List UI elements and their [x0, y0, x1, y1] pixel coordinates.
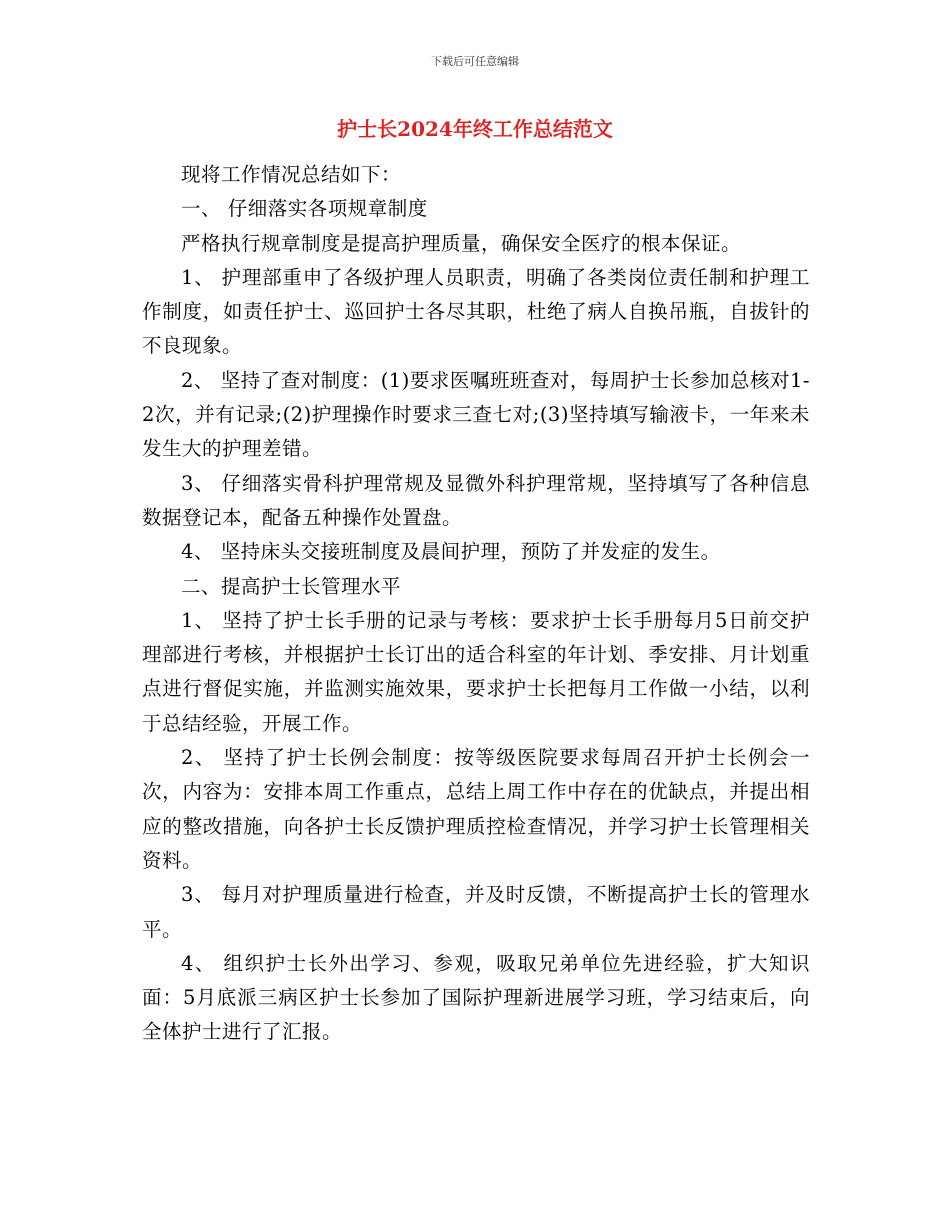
paragraph: 4、 组织护士长外出学习、参观，吸取兄弟单位先进经验，扩大知识面：5月底派三病区护士长参加了国际护理新进展学习班，学习结束后，向全体护士进行了汇报。	[142, 951, 810, 1044]
page-header: 下载后可任意编辑	[431, 55, 519, 68]
paragraph: 1、 坚持了护士长手册的记录与考核：要求护士长手册每月5日前交护理部进行考核，并根据护士长订出的适合科室的年计划、季安排、月计划重点进行督促实施，并监测实施效果，要求护士长把每月工作做一小结，以利于总结经验，开展工作。	[142, 608, 810, 735]
document-title: 护士长2024年终工作总结范文	[337, 117, 613, 141]
document-body	[142, 158, 810, 1050]
paragraph: 3、 每月对护理质量进行检查，并及时反馈，不断提高护士长的管理水平。	[142, 883, 810, 941]
section-heading-1: 一、 仔细落实各项规章制度	[181, 197, 428, 221]
paragraph-intro: 现将工作情况总结如下：	[181, 163, 402, 186]
section-heading-2: 二、提高护士长管理水平	[181, 574, 402, 598]
paragraph: 3、 仔细落实骨科护理常规及显微外科护理常规，坚持填写了各种信息数据登记本，配备五种操作处置盘。	[142, 471, 810, 529]
paragraph: 2、 坚持了查对制度：(1)要求医嘱班班查对，每周护士长参加总核对1-2次，并有记录;(2)护理操作时要求三查七对;(3)坚持填写输液卡，一年来未发生大的护理差错。	[142, 368, 810, 461]
paragraph: 4、 坚持床头交接班制度及晨间护理，预防了并发症的发生。	[181, 540, 721, 564]
paragraph: 2、 坚持了护士长例会制度：按等级医院要求每周召开护士长例会一次，内容为：安排本周工作重点，总结上周工作中存在的优缺点，并提出相应的整改措施，向各护士长反馈护理质控检查情况，并学习护士长管理相关资料。	[142, 746, 810, 872]
paragraph: 1、 护理部重申了各级护理人员职责，明确了各类岗位责任制和护理工作制度，如责任护士、巡回护士各尽其职，杜绝了病人自换吊瓶，自拔针的不良现象。	[142, 265, 810, 358]
paragraph: 严格执行规章制度是提高护理质量，确保安全医疗的根本保证。	[181, 231, 742, 255]
